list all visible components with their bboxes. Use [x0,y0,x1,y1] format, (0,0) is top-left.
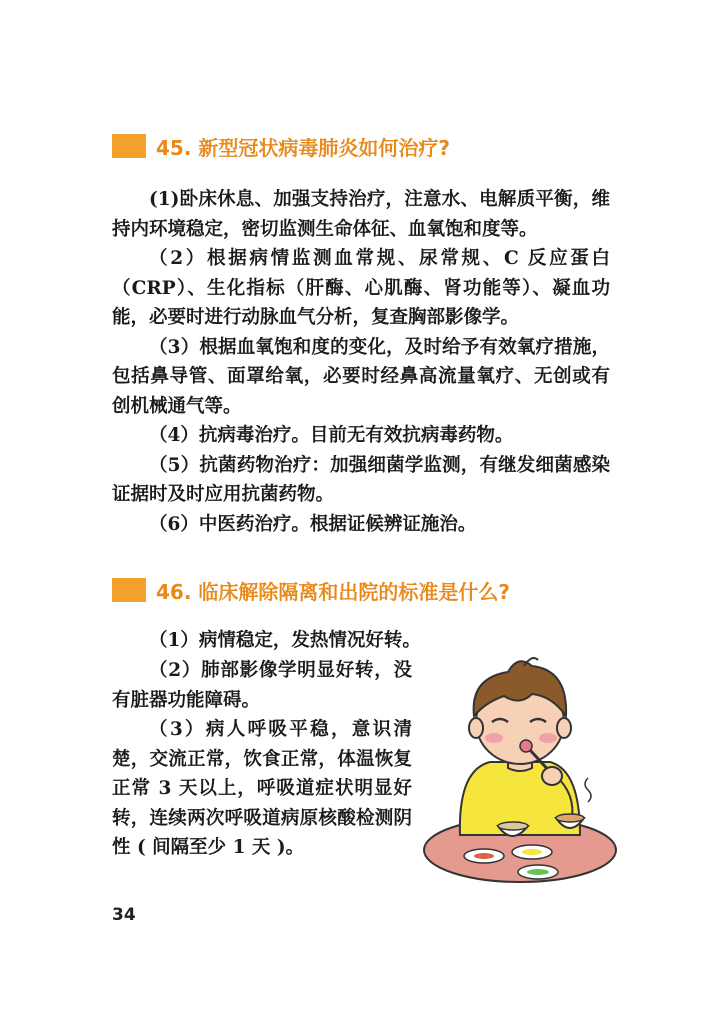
page-number: 34 [112,905,136,925]
paragraph: （1）病情稳定，发热情况好转。 [149,630,421,651]
paragraph: （6）中医药治疗。根据证候辨证施治。 [149,513,477,535]
paragraph: （3）病人呼吸平稳，意识清楚，交流正常，饮食正常，体温恢复正常 3 天以上，呼吸道症状明显好转，连续两次呼吸道病原核酸检测阴性 ( 间隔至少 1 天 )。 [112,719,412,858]
heading-marker-icon [112,134,146,158]
paragraph: （2）肺部影像学明显好转，没有脏器功能障碍。 [112,660,412,711]
section-45-title: 45. 新型冠状病毒肺炎如何治疗? [156,135,450,160]
boy-eating-soup-icon [420,650,620,885]
paragraph: （2）根据病情监测血常规、尿常规、C 反应蛋白（CRP）、生化指标（肝酶、心肌酶、肾功能等）、凝血功能，必要时进行动脉血气分析，复查胸部影像学。 [112,248,610,328]
paragraph: （4）抗病毒治疗。目前无有效抗病毒药物。 [149,425,514,446]
section-46-heading [112,576,510,604]
heading-marker-icon [112,578,146,602]
section-46-title: 46. 临床解除隔离和出院的标准是什么? [156,579,510,604]
paragraph: （5）抗菌药物治疗：加强细菌学监测，有继发细菌感染证据时及时应用抗菌药物。 [112,454,610,505]
section-45-heading [112,132,450,160]
paragraph: （3）根据血氧饱和度的变化，及时给予有效氧疗措施，包括鼻导管、面罩给氧，必要时经鼻高流量氧疗、无创或有创机械通气等。 [112,336,610,417]
section-45-body [112,185,610,539]
section-46-body [112,656,412,863]
paragraph: (1)卧床休息、加强支持治疗，注意水、电解质平衡，维持内环境稳定，密切监测生命体征、血氧饱和度等。 [112,189,610,240]
